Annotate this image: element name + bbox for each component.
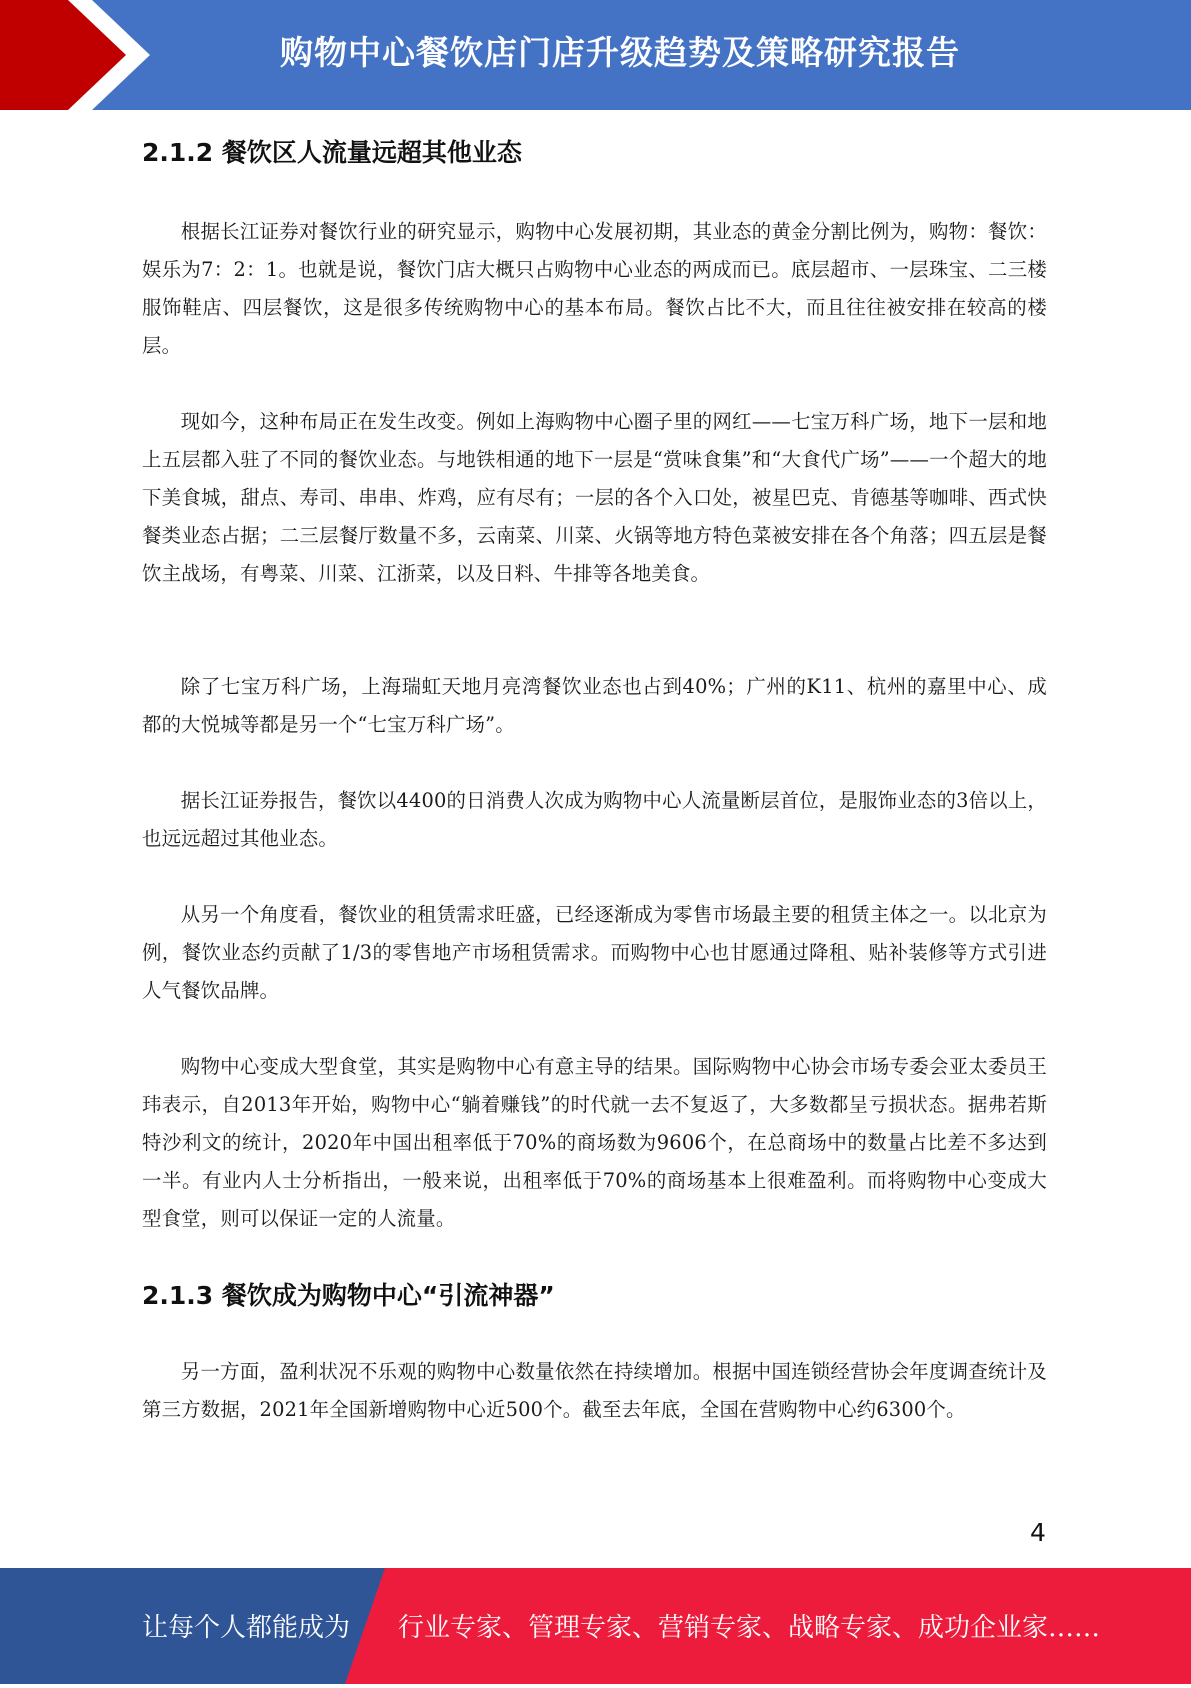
section-heading: 2.1.3 餐饮成为购物中心“引流神器” <box>142 1281 555 1310</box>
section-heading: 2.1.2 餐饮区人流量远超其他业态 <box>142 138 522 167</box>
page-number: 4 <box>1030 1518 1046 1547</box>
paragraph: 根据长江证券对餐饮行业的研究显示，购物中心发展初期，其业态的黄金分割比例为，购物：餐饮：娱乐为7：2：1。也就是说，餐饮门店大概只占购物中心业态的两成而已。底层超市、一层珠宝、二三楼服饰鞋店、四层餐饮，这是很多传统购物中心的基本布局。餐饮占比不大，而且往往被安排在较高的楼层。 <box>142 220 1047 357</box>
paragraph: 从另一个角度看，餐饮业的租赁需求旺盛，已经逐渐成为零售市场最主要的租赁主体之一。以北京为例，餐饮业态约贡献了1/3的零售地产市场租赁需求。而购物中心也甘愿通过降租、贴补装修等方式引进人气餐饮品牌。 <box>142 903 1047 1002</box>
footer-slogan-right: 行业专家、管理专家、营销专家、战略专家、成功企业家…… <box>398 1613 1101 1643</box>
paragraph: 据长江证券报告，餐饮以4400的日消费人次成为购物中心人流量断层首位，是服饰业态的3倍以上，也远远超过其他业态。 <box>142 789 1047 850</box>
paragraph: 另一方面，盈利状况不乐观的购物中心数量依然在持续增加。根据中国连锁经营协会年度调查统计及第三方数据，2021年全国新增购物中心近500个。截至去年底，全国在营购物中心约6300个。 <box>142 1360 1047 1421</box>
page-footer <box>0 1568 1191 1684</box>
paragraph: 除了七宝万科广场，上海瑞虹天地月亮湾餐饮业态也占到40%；广州的K11、杭州的嘉里中心、成都的大悦城等都是另一个“七宝万科广场”。 <box>142 675 1047 736</box>
paragraph: 购物中心变成大型食堂，其实是购物中心有意主导的结果。国际购物中心协会市场专委会亚太委员王玮表示，自2013年开始，购物中心“躺着赚钱”的时代就一去不复返了，大多数都呈亏损状态。据弗若斯特沙利文的统计，2020年中国出租率低于70%的商场数为9606个，在总商场中的数量占比差不多达到一半。有业内人士分析指出，一般来说，出租率低于70%的商场基本上很难盈利。而将购物中心变成大型食堂，则可以保证一定的人流量。 <box>142 1055 1047 1230</box>
footer-slogan-left: 让每个人都能成为 <box>142 1613 351 1643</box>
paragraph: 现如今，这种布局正在发生改变。例如上海购物中心圈子里的网红——七宝万科广场，地下一层和地上五层都入驻了不同的餐饮业态。与地铁相通的地下一层是“赏味食集”和“大食代广场”——一个超大的地下美食城，甜点、寿司、串串、炸鸡，应有尽有；一层的各个入口处，被星巴克、肯德基等咖啡、西式快餐类业态占据；二三层餐厅数量不多，云南菜、川菜、火锅等地方特色菜被安排在各个角落；四五层是餐饮主战场，有粤菜、川菜、江浙菜，以及日料、牛排等各地美食。 <box>142 410 1047 585</box>
report-title: 购物中心餐饮店门店升级趋势及策略研究报告 <box>280 33 960 72</box>
page-header <box>0 0 1191 110</box>
